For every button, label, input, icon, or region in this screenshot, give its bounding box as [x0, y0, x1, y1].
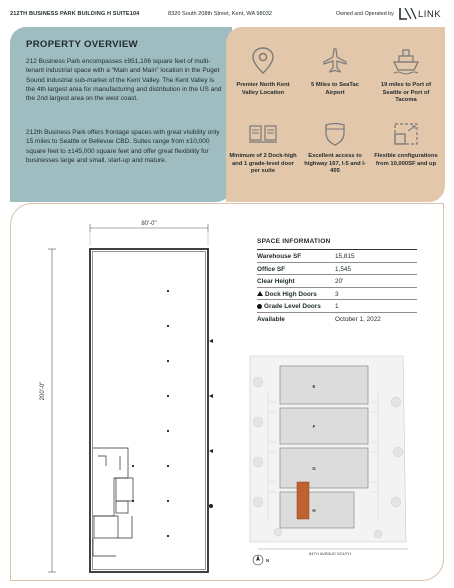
circle-icon	[257, 304, 262, 309]
space-info-table	[257, 249, 417, 324]
space-value: 15,815	[335, 253, 355, 260]
space-label: Clear Height	[257, 278, 295, 285]
space-value: 1,545	[335, 265, 351, 273]
column-grid	[132, 290, 169, 537]
floor-plan-drawing	[28, 216, 228, 576]
north-arrow-icon	[253, 555, 263, 565]
space-label: Office SF	[257, 265, 286, 273]
space-value: October 1, 2022	[335, 315, 381, 323]
space-label: Warehouse SF	[257, 253, 302, 260]
property-overview-panel	[10, 27, 232, 202]
feature-port	[372, 46, 440, 105]
feature-flexible	[372, 121, 440, 168]
space-value: 3	[335, 290, 339, 298]
link-logo-mark-icon	[398, 7, 418, 21]
space-row-grade-doors	[257, 299, 417, 312]
space-row-clear-height	[257, 274, 417, 287]
space-info-title: SPACE INFORMATION	[257, 238, 331, 245]
site-plan-map	[238, 352, 416, 574]
building-label-f: F	[312, 424, 316, 429]
space-row-office	[257, 262, 417, 275]
link-logo	[398, 7, 444, 21]
map-pin-icon	[250, 46, 276, 76]
feature-airport	[301, 46, 369, 97]
space-label: Dock High Doors	[265, 290, 317, 298]
dock-door-markers	[209, 339, 213, 453]
flexible-space-icon	[392, 121, 420, 147]
space-row-warehouse	[257, 249, 417, 262]
overview-title: PROPERTY OVERVIEW	[26, 39, 138, 50]
building-label-h: H	[312, 508, 316, 513]
building-label-g: G	[312, 466, 316, 471]
feature-label: Minimum of 2 Dock-high and 1 grade-level door per suite	[229, 153, 297, 175]
airplane-icon	[322, 46, 348, 76]
building-g	[280, 448, 368, 488]
building-f	[280, 408, 368, 444]
feature-label: 19 miles to Port of Seattle or Port of Tacoma	[380, 82, 432, 104]
page-header	[0, 0, 454, 24]
space-row-dock-doors	[257, 287, 417, 300]
feature-label: Premier North Kent Valley Location	[236, 82, 290, 96]
overview-paragraph-2: 212th Business Park offers frontage spaces with great visibility only 15 miles to Seattle or Bellevue CBD. Suites range from ±10,000 square feet to ±145,000 square feet and offer great flexibility for businesses large and small, start-up and mature.	[26, 129, 220, 164]
warehouse-outline	[90, 249, 208, 572]
space-row-available	[257, 312, 417, 325]
length-dimension-label: 200'-0"	[40, 381, 46, 401]
space-value: 20'	[335, 278, 344, 285]
feature-label: 5 Miles to SeaTac Airport	[311, 82, 359, 96]
feature-label: Excellent access to highway 167, I-5 and I-405	[304, 153, 366, 175]
office-layout	[93, 448, 133, 556]
feature-dock-doors	[229, 121, 297, 176]
address: 8320 South 208th Street, Kent, WA 98032	[168, 11, 272, 17]
building-label-e: E	[312, 384, 316, 389]
street-label: 84TH AVENUE SOUTH	[309, 551, 351, 556]
dock-doors-icon	[248, 121, 278, 147]
cargo-ship-icon	[391, 46, 421, 76]
logo-text: LINK	[418, 9, 442, 20]
overview-paragraph-1: 212 Business Park encompasses ±951,106 square feet of multi-tenant industrial space with a “Main and Main” location in the Puget Sound industrial sub-market of the Kent Valley. The Kent Valley is the 4th largest area for manufacturing and distribution in the US and the 2nd largest area on the west coast.	[26, 58, 222, 103]
space-value: 1	[335, 303, 339, 310]
width-dimension-label: 80'-0"	[141, 221, 157, 227]
grade-door-marker	[209, 504, 213, 508]
highway-shield-icon	[322, 121, 348, 147]
features-panel	[226, 27, 445, 202]
triangle-icon	[257, 291, 263, 296]
north-label: N	[266, 558, 270, 563]
owned-by-text: Owned and Operated by	[336, 11, 394, 17]
building-title: 212TH BUSINESS PARK BUILDING H SUITE104	[10, 11, 140, 17]
building-h	[280, 492, 354, 528]
building-e	[280, 366, 368, 404]
feature-highway	[301, 121, 369, 176]
feature-location	[229, 46, 297, 97]
feature-label: Flexible configurations from 10,000SF and up	[374, 153, 438, 167]
space-label: Available	[257, 315, 285, 323]
highlighted-suite	[297, 482, 309, 519]
space-label: Grade Level Doors	[264, 303, 321, 310]
